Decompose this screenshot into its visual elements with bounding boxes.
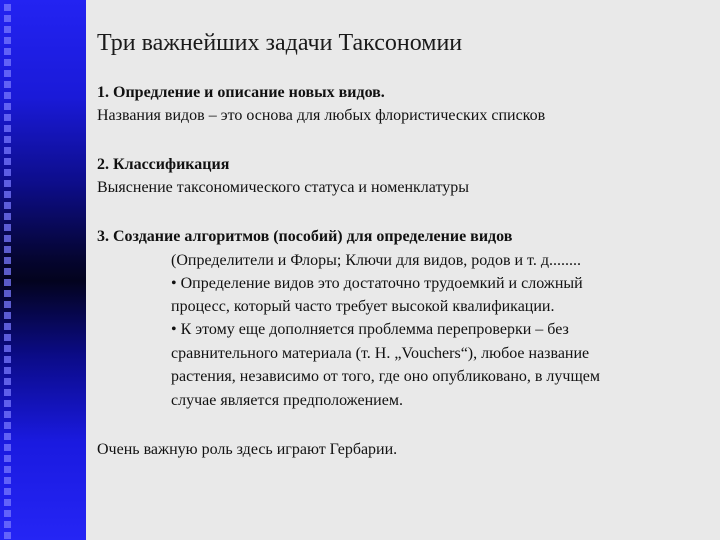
section-3-line: • К этому еще дополняется проблемма перепроверки – без	[171, 321, 569, 338]
sidebar-square	[4, 70, 11, 77]
sidebar-square	[4, 158, 11, 165]
conclusion-text: Очень важную роль здесь играют Гербарии.	[97, 441, 398, 458]
sidebar-square	[4, 213, 11, 220]
sidebar-square	[4, 279, 11, 286]
sidebar-square	[4, 378, 11, 385]
section-3-heading: 3. Создание алгоритмов (пособий) для определение видов	[97, 228, 513, 245]
sidebar-square	[4, 136, 11, 143]
sidebar-square	[4, 4, 11, 11]
sidebar-square	[4, 488, 11, 495]
section-1-text: Названия видов – это основа для любых флористических списков	[97, 107, 546, 124]
section-2-text: Выяснение таксономического статуса и номенклатуры	[97, 179, 469, 196]
sidebar-square	[4, 389, 11, 396]
sidebar-square	[4, 323, 11, 330]
sidebar-square	[4, 48, 11, 55]
sidebar-square	[4, 499, 11, 506]
section-2-heading: 2. Классификация	[97, 156, 230, 173]
sidebar-square	[4, 510, 11, 517]
sidebar-square	[4, 180, 11, 187]
sidebar-square	[4, 521, 11, 528]
slide-sidebar-decoration	[0, 0, 86, 540]
sidebar-square-pattern	[2, 0, 22, 540]
sidebar-square	[4, 37, 11, 44]
section-3-line: случае является предположением.	[171, 392, 403, 409]
sidebar-square	[4, 26, 11, 33]
sidebar-square	[4, 400, 11, 407]
sidebar-square	[4, 466, 11, 473]
sidebar-square	[4, 103, 11, 110]
sidebar-square	[4, 477, 11, 484]
slide-content	[97, 0, 712, 540]
sidebar-square	[4, 257, 11, 264]
sidebar-square	[4, 191, 11, 198]
sidebar-square	[4, 125, 11, 132]
sidebar-square	[4, 202, 11, 209]
section-3-line: • Определение видов это достаточно трудоемкий и сложный	[171, 275, 583, 292]
sidebar-square	[4, 345, 11, 352]
sidebar-square	[4, 235, 11, 242]
sidebar-square	[4, 422, 11, 429]
sidebar-square	[4, 411, 11, 418]
sidebar-square	[4, 433, 11, 440]
sidebar-square	[4, 301, 11, 308]
sidebar-square	[4, 334, 11, 341]
sidebar-square	[4, 268, 11, 275]
section-3-line: (Определители и Флоры; Ключи для видов, родов и т. д........	[171, 252, 581, 269]
sidebar-square	[4, 81, 11, 88]
sidebar-square	[4, 92, 11, 99]
sidebar-square	[4, 312, 11, 319]
sidebar-square	[4, 356, 11, 363]
section-1-heading: 1. Опредление и описание новых видов.	[97, 84, 385, 101]
sidebar-square	[4, 224, 11, 231]
sidebar-square	[4, 455, 11, 462]
sidebar-square	[4, 532, 11, 539]
sidebar-square	[4, 147, 11, 154]
sidebar-square	[4, 59, 11, 66]
sidebar-square	[4, 169, 11, 176]
sidebar-square	[4, 444, 11, 451]
sidebar-square	[4, 367, 11, 374]
sidebar-square	[4, 246, 11, 253]
slide-title: Три важнейших задачи Таксономии	[97, 30, 463, 56]
sidebar-square	[4, 15, 11, 22]
section-3-line: процесс, который часто требует высокой квалификации.	[171, 298, 555, 315]
section-3-line: растения, независимо от того, где оно опубликовано, в лучщем	[171, 368, 601, 385]
section-3-line: сравнительного материала (т. Н. „Vouchers“), любое название	[171, 345, 590, 362]
sidebar-square	[4, 290, 11, 297]
sidebar-square	[4, 114, 11, 121]
